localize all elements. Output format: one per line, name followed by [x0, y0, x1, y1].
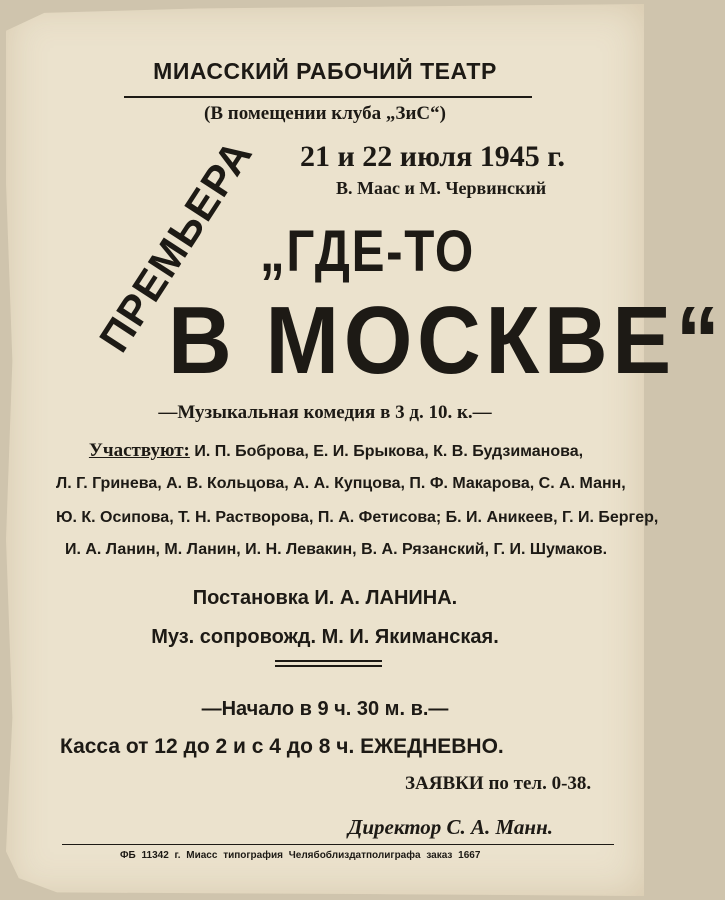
cast-line-3: Ю. К. Осипова, Т. Н. Растворова, П. А. Фетисова; Б. И. Аникеев, Г. И. Бергер,	[56, 509, 659, 526]
printer-imprint: ФБ 11342 г. Миасс типография Челябоблиздатполиграфа заказ 1667	[120, 850, 481, 861]
divider-top	[275, 660, 382, 662]
cast-names-1: И. П. Боброва, Е. И. Брыкова, К. В. Будзиманова,	[194, 443, 584, 460]
play-title-line2: В МОСКВЕ“	[168, 287, 725, 394]
genre-line: —Музыкальная комедия в 3 д. 10. к.—	[158, 402, 492, 423]
music-credit: Муз. сопровожд. М. И. Якиманская.	[151, 626, 499, 648]
phone-requests: ЗАЯВКИ по тел. 0-38.	[405, 773, 592, 794]
premiere-stamp: ПРЕМЬЕРА	[89, 131, 262, 361]
start-time: —Начало в 9 ч. 30 м. в.—	[201, 698, 449, 720]
divider-bottom	[275, 665, 382, 667]
cast-label: Участвуют:	[88, 440, 190, 461]
authors: В. Маас и М. Червинский	[336, 178, 547, 198]
theater-name: МИАССКИЙ РАБОЧИЙ ТЕАТР	[153, 58, 497, 84]
footer-rule	[62, 844, 614, 845]
staging-credit: Постановка И. А. ЛАНИНА.	[192, 587, 458, 609]
cast-line-2: Л. Г. Гринева, А. В. Кольцова, А. А. Купцова, П. Ф. Макарова, С. А. Манн,	[56, 475, 626, 492]
play-title-line1: „ГДЕ-ТО	[260, 219, 475, 284]
director-credit: Директор С. А. Манн.	[348, 815, 553, 839]
header-rule	[124, 96, 532, 98]
venue-note: (В помещении клуба „ЗиС“)	[204, 103, 446, 124]
cast-line-4: И. А. Ланин, М. Ланин, И. Н. Левакин, В. А. Рязанский, Г. И. Шумаков.	[64, 541, 608, 558]
performance-dates: 21 и 22 июля 1945 г.	[300, 140, 566, 173]
box-office-hours: Касса от 12 до 2 и с 4 до 8 ч. ЕЖЕДНЕВНО.	[60, 735, 504, 758]
cast-line-1	[56, 440, 616, 462]
